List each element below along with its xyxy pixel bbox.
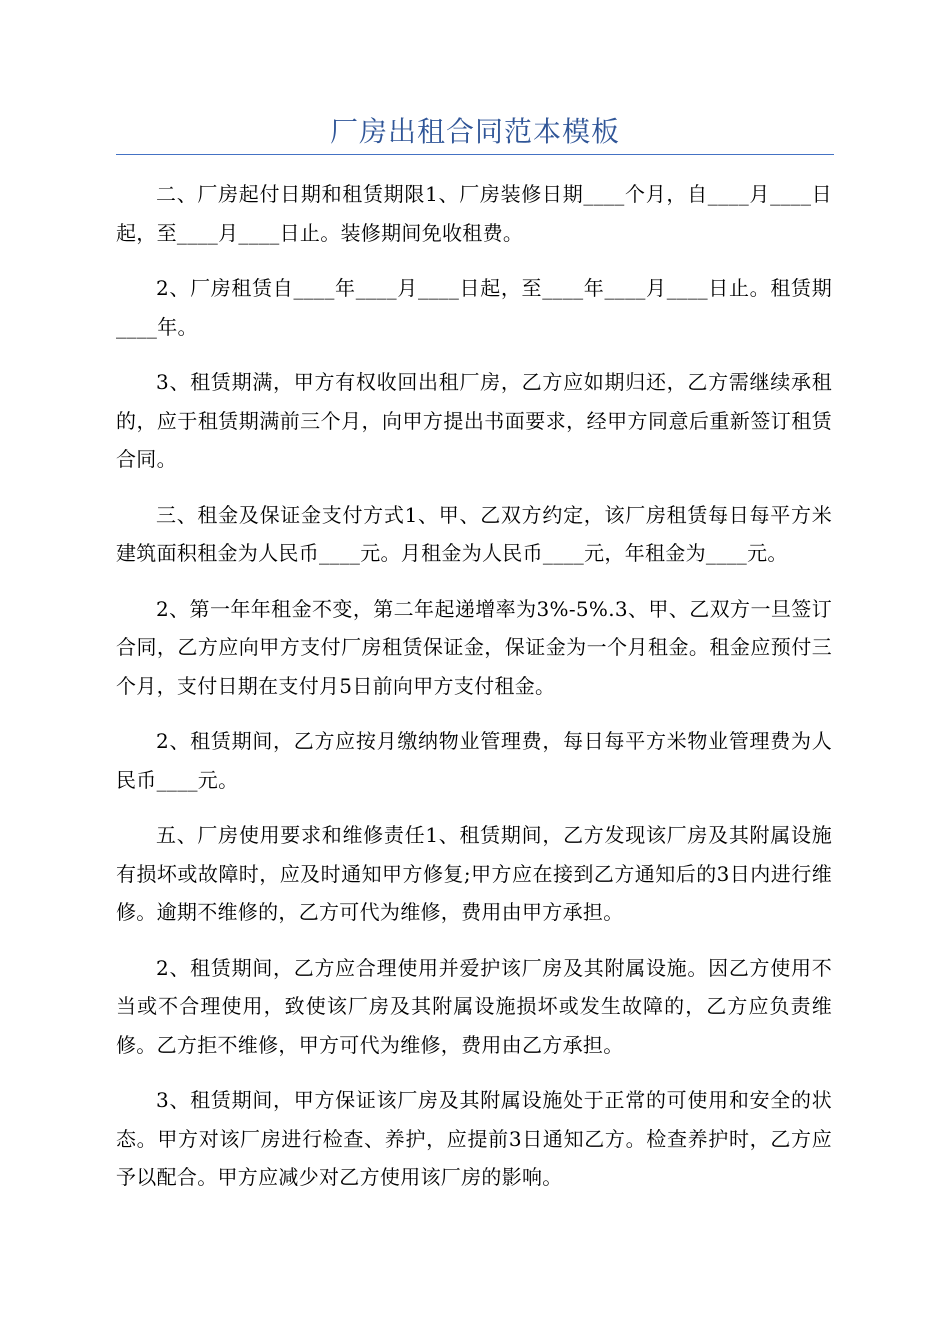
paragraph-2: 2、厂房租赁自____年____月____日起，至____年____月____日止。租赁期____年。 [116,276,832,339]
paragraph-3: 3、租赁期满，甲方有权收回出租厂房，乙方应如期归还，乙方需继续承租的，应于租赁期满前三个月，向甲方提出书面要求，经甲方同意后重新签订租赁合同。 [116,370,832,471]
paragraph-5: 2、第一年年租金不变，第二年起递增率为3%-5%.3、甲、乙双方一旦签订合同，乙方应向甲方支付厂房租赁保证金，保证金为一个月租金。租金应预付三个月，支付日期在支付月5日前向甲方支付租金。 [116,596,832,698]
paragraph-4: 三、租金及保证金支付方式1、甲、乙双方约定，该厂房租赁每日每平方米建筑面积租金为人民币____元。月租金为人民币____元，年租金为____元。 [116,502,832,565]
document-body [116,175,832,1214]
paragraph-8: 2、租赁期间，乙方应合理使用并爱护该厂房及其附属设施。因乙方使用不当或不合理使用，致使该厂房及其附属设施损坏或发生故障的，乙方应负责维修。乙方拒不维修，甲方可代为维修，费用由乙方承担。 [116,955,832,1057]
paragraph-6: 2、租赁期间，乙方应按月缴纳物业管理费，每日每平方米物业管理费为人民币____元。 [116,729,832,792]
paragraph-1: 二、厂房起付日期和租赁期限1、厂房装修日期____个月，自____月____日起，至____月____日止。装修期间免收租费。 [116,182,832,245]
document-title: 厂房出租合同范本模板 [329,115,620,148]
paragraph-7: 五、厂房使用要求和维修责任1、租赁期间，乙方发现该厂房及其附属设施有损坏或故障时，应及时通知甲方修复;甲方应在接到乙方通知后的3日内进行维修。逾期不维修的，乙方可代为维修，费用由甲方承担。 [116,823,832,924]
paragraph-9: 3、租赁期间，甲方保证该厂房及其附属设施处于正常的可使用和安全的状态。甲方对该厂房进行检查、养护，应提前3日通知乙方。检查养护时，乙方应予以配合。甲方应减少对乙方使用该厂房的影响。 [116,1088,832,1189]
title-underline [116,154,834,155]
